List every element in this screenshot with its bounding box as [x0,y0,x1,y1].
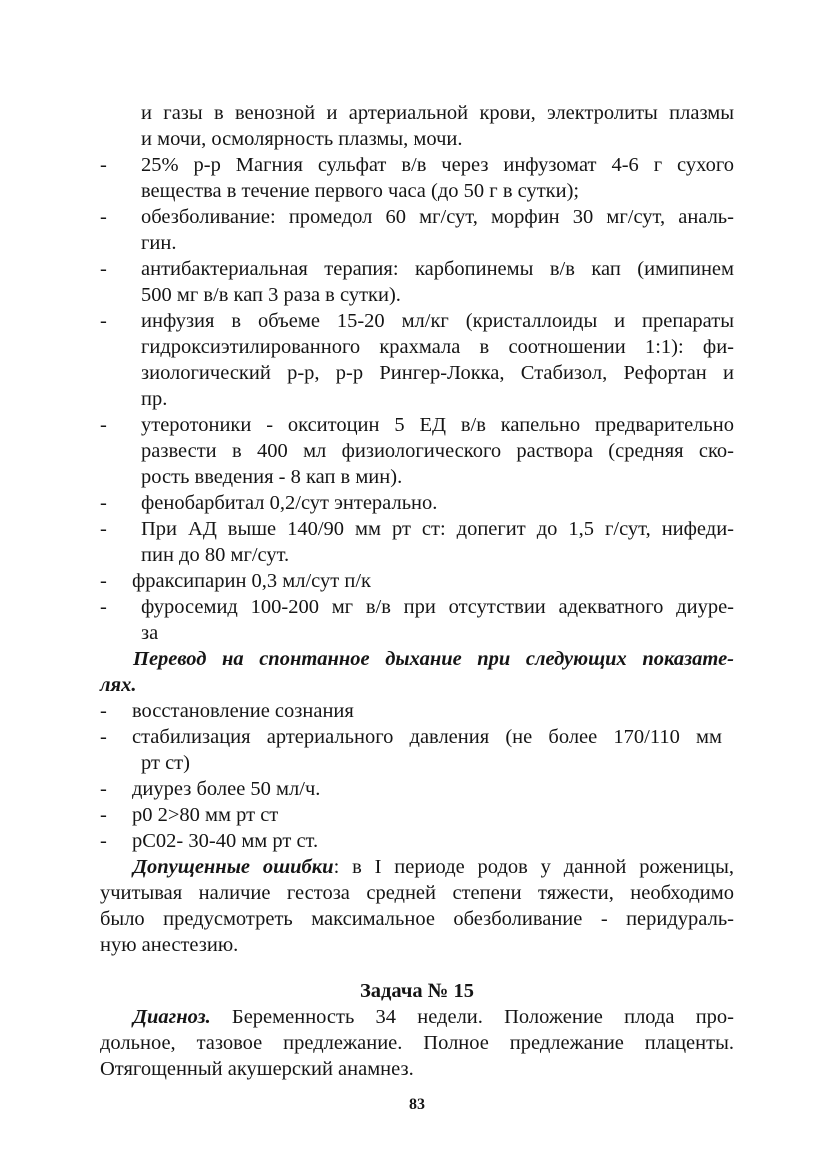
list-dash: - [100,830,107,852]
text-line: При АД выше 140/90 мм рт ст: допегит до 1,5 г/сут, нифеди- [141,518,734,540]
text-line: за [141,622,159,644]
text-line: р0 2>80 мм рт ст [132,804,279,826]
text-line: дольное, тазовое предлежание. Полное предлежание плаценты. [100,1032,734,1054]
errors-colon: : [333,856,340,878]
section-heading: лях. [100,674,137,696]
text-line: вещества в течение первого часа (до 50 г в сутки); [141,180,580,202]
diagnosis-text: Беременность 34 недели. Положение плода про- [210,1006,734,1028]
text-line: и мочи, осмолярность плазмы, мочи. [141,128,463,150]
list-dash: - [100,570,107,592]
section-heading: Перевод на спонтанное дыхание при следующих показате- [133,648,734,670]
diagnosis-label: Диагноз. [133,1006,211,1028]
list-dash: - [100,804,107,826]
text-line: рость введения - 8 кап в мин). [141,466,403,488]
text-line: рт ст) [141,752,190,774]
page-number: 83 [409,1096,425,1113]
list-dash: - [100,258,107,280]
text-line: пин до 80 мг/сут. [141,544,290,566]
list-dash: - [100,492,107,514]
list-dash: - [100,596,107,618]
list-dash: - [100,154,107,176]
errors-label: Допущенные ошибки [133,856,334,878]
text-line: рС02- 30-40 мм рт ст. [132,830,319,852]
text-line: было предусмотреть максимальное обезболивание - перидураль- [100,908,734,930]
text-line: 500 мг в/в кап 3 раза в сутки). [141,284,401,306]
text-line: фраксипарин 0,3 мл/сут п/к [132,570,371,592]
text-line: зиологический р-р, р-р Рингер-Локка, Стабизол, Рефортан и [141,362,734,384]
errors-text: в I периоде родов у данной роженицы, [339,856,734,878]
text-line: утеротоники - окситоцин 5 ЕД в/в капельно предварительно [141,414,734,436]
list-dash: - [100,518,107,540]
text-line: пр. [141,388,168,410]
text-line: учитывая наличие гестоза средней степени тяжести, необходимо [100,882,734,904]
list-dash: - [100,700,107,722]
list-dash: - [100,726,107,748]
text-line [133,1004,734,1030]
text-line: обезболивание: промедол 60 мг/сут, морфин 30 мг/сут, аналь- [141,206,734,228]
list-dash: - [100,206,107,228]
text-line [133,854,734,880]
text-line: и газы в венозной и артериальной крови, электролиты плазмы [141,102,734,124]
text-line: фуросемид 100-200 мг в/в при отсутствии адекватного диуре- [141,596,734,618]
text-line: диурез более 50 мл/ч. [132,778,321,800]
list-dash: - [100,778,107,800]
task-title: Задача № 15 [359,980,475,1002]
text-line: Отягощенный акушерский анамнез. [100,1058,414,1080]
text-line: восстановление сознания [132,700,354,722]
list-dash: - [100,310,107,332]
list-dash: - [100,414,107,436]
text-line: гидроксиэтилированного крахмала в соотношении 1:1): фи- [141,336,734,358]
text-line: антибактериальная терапия: карбопинемы в/в кап (имипинем [141,258,734,280]
text-line: стабилизация артериального давления (не более 170/110 мм [132,726,722,748]
text-line: ную анестезию. [100,934,239,956]
text-line: гин. [141,232,177,254]
text-line: инфузия в объеме 15-20 мл/кг (кристаллоиды и препараты [141,310,734,332]
text-line: фенобарбитал 0,2/сут энтерально. [141,492,438,514]
text-line: 25% р-р Магния сульфат в/в через инфузомат 4-6 г сухого [141,154,734,176]
text-line: развести в 400 мл физиологического раствора (средняя ско- [141,440,734,462]
